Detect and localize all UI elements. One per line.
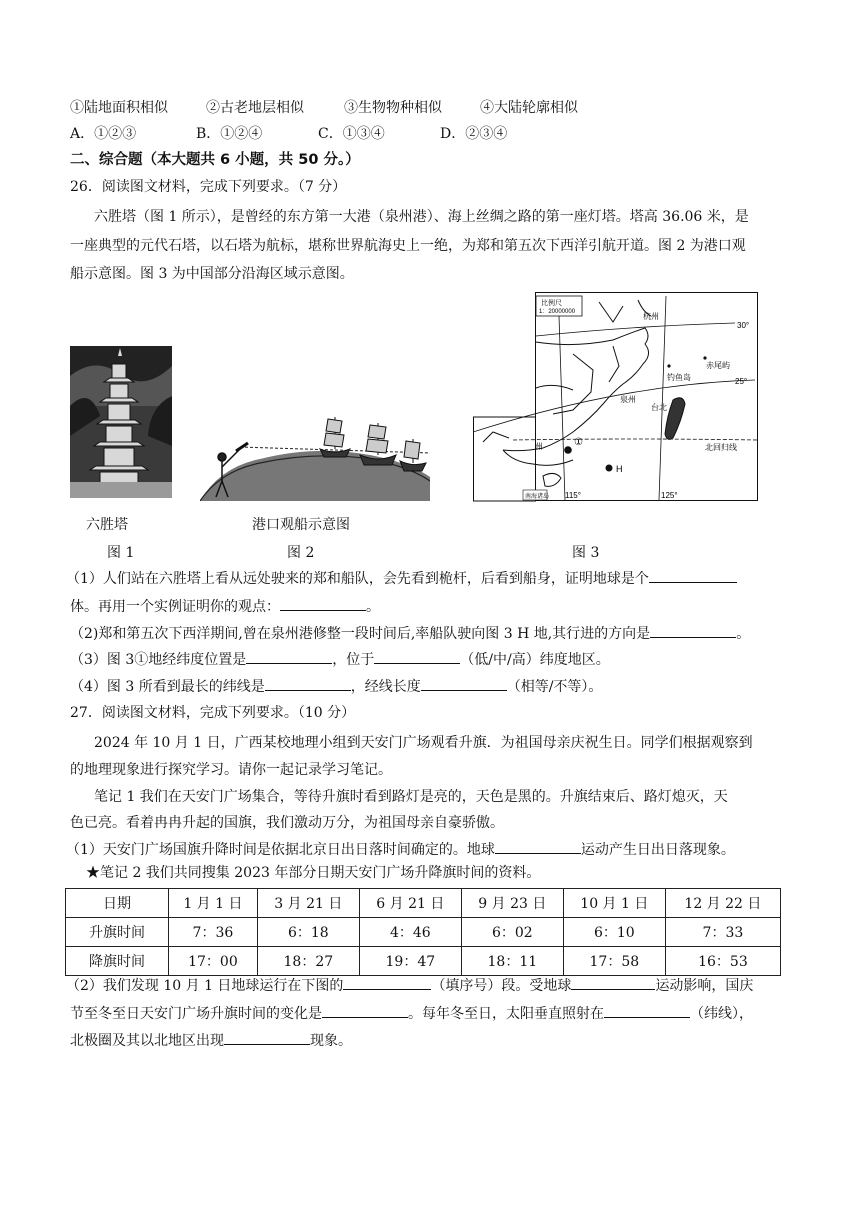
q26-q1-line2 [70,596,380,617]
q26-q3-blank-2[interactable] [374,649,460,664]
q27-q2-line1 [66,975,753,996]
table-cell: 7：36 [169,918,258,947]
diaoyudao-label: 钓鱼岛 [667,373,691,382]
table-cell: 升旗时间 [66,918,169,947]
map-scale-value: 1：20000000 [539,309,576,315]
q25-choices [70,124,790,144]
q25-item-4: ④大陆轮廓相似 [480,100,578,116]
table-cell: 17：58 [563,947,665,976]
lon-115-label: 115° [565,491,581,500]
q26-q1-blank-1[interactable] [649,568,737,583]
table-cell: 4：46 [359,918,461,947]
point-1-label: ① [574,437,583,448]
q26-para1: 六胜塔（图 1 所示），是曾经的东方第一大港（泉州港）、海上丝绸之路的第一座灯塔。塔高 36.06 米，是 [94,209,749,225]
section2-title: 二、综合题（本大题共 6 小题，共 50 分。） [70,152,360,168]
lat-25-label: 25° [735,377,748,386]
table-header-cell: 6 月 21 日 [359,889,461,918]
table-cell: 7：33 [665,918,780,947]
point-h-label: H [616,464,623,474]
table-header-cell: 1 月 1 日 [169,889,258,918]
q26-q3-text-b: ，位于 [332,652,375,668]
q26-q1-blank-2[interactable] [280,596,366,611]
q27-note1-b: 色已亮。看着冉冉升起的国旗，我们激动万分，为祖国母亲自豪骄傲。 [70,815,504,831]
hangzhou-label: 杭州 [643,312,659,321]
q27-q2-text-b: （填序号）段。受地球 [431,978,572,994]
lat-30-label: 30° [737,321,750,330]
q27-note1-a: 笔记 1 我们在天安门广场集合，等待升旗时看到路灯是亮的，天色是黑的。升旗结束后、路灯熄灭，天 [94,789,728,805]
q27-q2-blank-1[interactable] [343,975,431,990]
q25-items [70,98,790,118]
q27-q2-line3 [70,1030,352,1051]
map-scale-title: 比例尺 [541,300,562,307]
islands-label: 南海诸岛 [525,494,550,500]
choice-d[interactable]: D．②③④ [440,126,508,142]
fig2-label: 图 2 [287,545,315,561]
q27-q2-text-e: 。每年冬至日，太阳垂直照射在 [408,1006,604,1022]
taibei-label: 台北 [651,403,667,412]
q25-item-3: ③生物物种相似 [344,100,442,116]
table-cell: 6：18 [257,918,359,947]
q26-q4-blank-1[interactable] [265,676,351,691]
q27-q2-blank-5[interactable] [224,1030,310,1045]
coastal-map [473,292,759,502]
table-row [66,918,781,947]
table-row [66,947,781,976]
pagoda-image [70,346,172,498]
fig2-caption: 港口观船示意图 [252,517,350,533]
q27-q2-text-g: 北极圈及其以北地区出现 [70,1033,224,1049]
q26-q4-blank-2[interactable] [421,676,507,691]
diaoyudao-point [667,364,670,367]
q27-note2: ★笔记 2 我们共同搜集 2023 年部分日期天安门广场升降旗时间的资料。 [86,865,541,881]
table-header-cell: 12 月 22 日 [665,889,780,918]
fig3-label: 图 3 [572,545,600,561]
quanzhou-label: 泉州 [620,395,636,404]
q26-q1-line1 [66,568,737,589]
table-cell: 降旗时间 [66,947,169,976]
q26-q3-text-a: （3）图 3①地经纬度位置是 [70,652,247,668]
q26-q3-line [70,649,610,670]
q27-q2-line2 [70,1003,753,1024]
q25-item-2: ②古老地层相似 [206,100,304,116]
table-cell: 6：02 [461,918,563,947]
q26-q1-text-b: 体。再用一个实例证明你的观点： [70,599,280,615]
point-1-marker [564,446,572,454]
harbor-ship-image [200,397,430,501]
q25-item-1: ①陆地面积相似 [70,100,168,116]
fig1-caption: 六胜塔 [86,517,128,533]
q27-q2-blank-3[interactable] [322,1003,408,1018]
table-cell: 17：00 [169,947,258,976]
fig1-label: 图 1 [107,545,135,561]
q27-q2-text-f: （纬线）， [690,1006,753,1022]
chiweiyu-label: 赤尾屿 [706,361,730,370]
q26-q4-text-c: （相等/不等）。 [506,679,603,695]
lon-125-label: 125° [661,491,678,500]
chiweiyu-point [703,356,706,359]
q27-q2-blank-4[interactable] [604,1003,690,1018]
q26-q4-text-b: ，经线长度 [350,679,421,695]
q27-q1-line [66,839,735,860]
table-header-cell: 日期 [66,889,169,918]
guangzhou-label: 州 [535,442,543,451]
q26-q3-blank-1[interactable] [246,649,332,664]
choice-c[interactable]: C．①③④ [318,126,385,142]
q27-q2-blank-2[interactable] [571,975,655,990]
q26-para2: 一座典型的元代石塔，以石塔为航标，堪称世界航海史上一绝，为郑和第五次下西洋引航开道。图 2 为港口观 [70,238,746,254]
choice-b[interactable]: B．①②④ [196,126,263,142]
q27-q2-text-d: 节至冬至日天安门广场升旗时间的变化是 [70,1006,322,1022]
q27-q2-text-a: （2）我们发现 10 月 1 日地球运行在下图的 [66,978,344,994]
q26-q2-text-b: 。 [736,626,751,642]
q26-q4-text-a: （4）图 3 所看到最长的纬线是 [70,679,265,695]
q26-q2-blank[interactable] [650,623,736,638]
figure-3-coastal-map [473,292,759,502]
q26-q2-text-a: （2)郑和第五次下西洋期间,曾在泉州港修整一段时间后,率船队驶向图 3 H 地,其行进的方向是 [70,626,651,642]
q26-q1-text-c: 。 [366,599,380,615]
q27-para2: 的地理现象进行探究学习。请你一起记录学习笔记。 [70,762,392,778]
table-cell: 18：27 [257,947,359,976]
figure-2-harbor-diagram [200,397,430,501]
table-cell: 19：47 [359,947,461,976]
table-header-cell: 3 月 21 日 [257,889,359,918]
q27-q1-blank[interactable] [495,839,581,854]
figure-1-pagoda-photo [70,346,172,498]
table-header-cell: 9 月 23 日 [461,889,563,918]
q27-q2-text-h: 现象。 [310,1033,352,1049]
q26-q4-line [70,676,602,697]
table-cell: 18：11 [461,947,563,976]
q26-stem: 26．阅读图文材料，完成下列要求。（7 分） [70,179,347,195]
q27-q2-text-c: 运动影响，国庆 [655,978,754,994]
table-cell: 16：53 [665,947,780,976]
q26-para3: 船示意图。图 3 为中国部分沿海区域示意图。 [70,266,354,282]
table-cell: 6：10 [563,918,665,947]
table-header-cell: 10 月 1 日 [563,889,665,918]
choice-a[interactable]: A．①②③ [70,126,137,142]
flag-time-table [65,888,781,976]
q27-stem: 27．阅读图文材料，完成下列要求。（10 分） [70,705,356,721]
q26-q3-text-c: （低/中/高）纬度地区。 [460,652,610,668]
tropic-label: 北回归线 [705,443,737,452]
point-h-marker [606,465,613,472]
q27-q1-text-b: 运动产生日出日落现象。 [580,842,735,858]
q26-q1-text-a: （1）人们站在六胜塔上看从远处驶来的郑和船队，会先看到桅杆，后看到船身，证明地球是个 [66,571,649,587]
q27-para1: 2024 年 10 月 1 日，广西某校地理小组到天安门广场观看升旗．为祖国母亲庆祝生日。同学们根据观察到 [94,735,753,751]
q27-q1-text-a: （1）天安门广场国旗升降时间是依据北京日出日落时间确定的。地球 [66,842,495,858]
table-header-row [66,889,781,918]
q26-q2-line [70,623,750,644]
